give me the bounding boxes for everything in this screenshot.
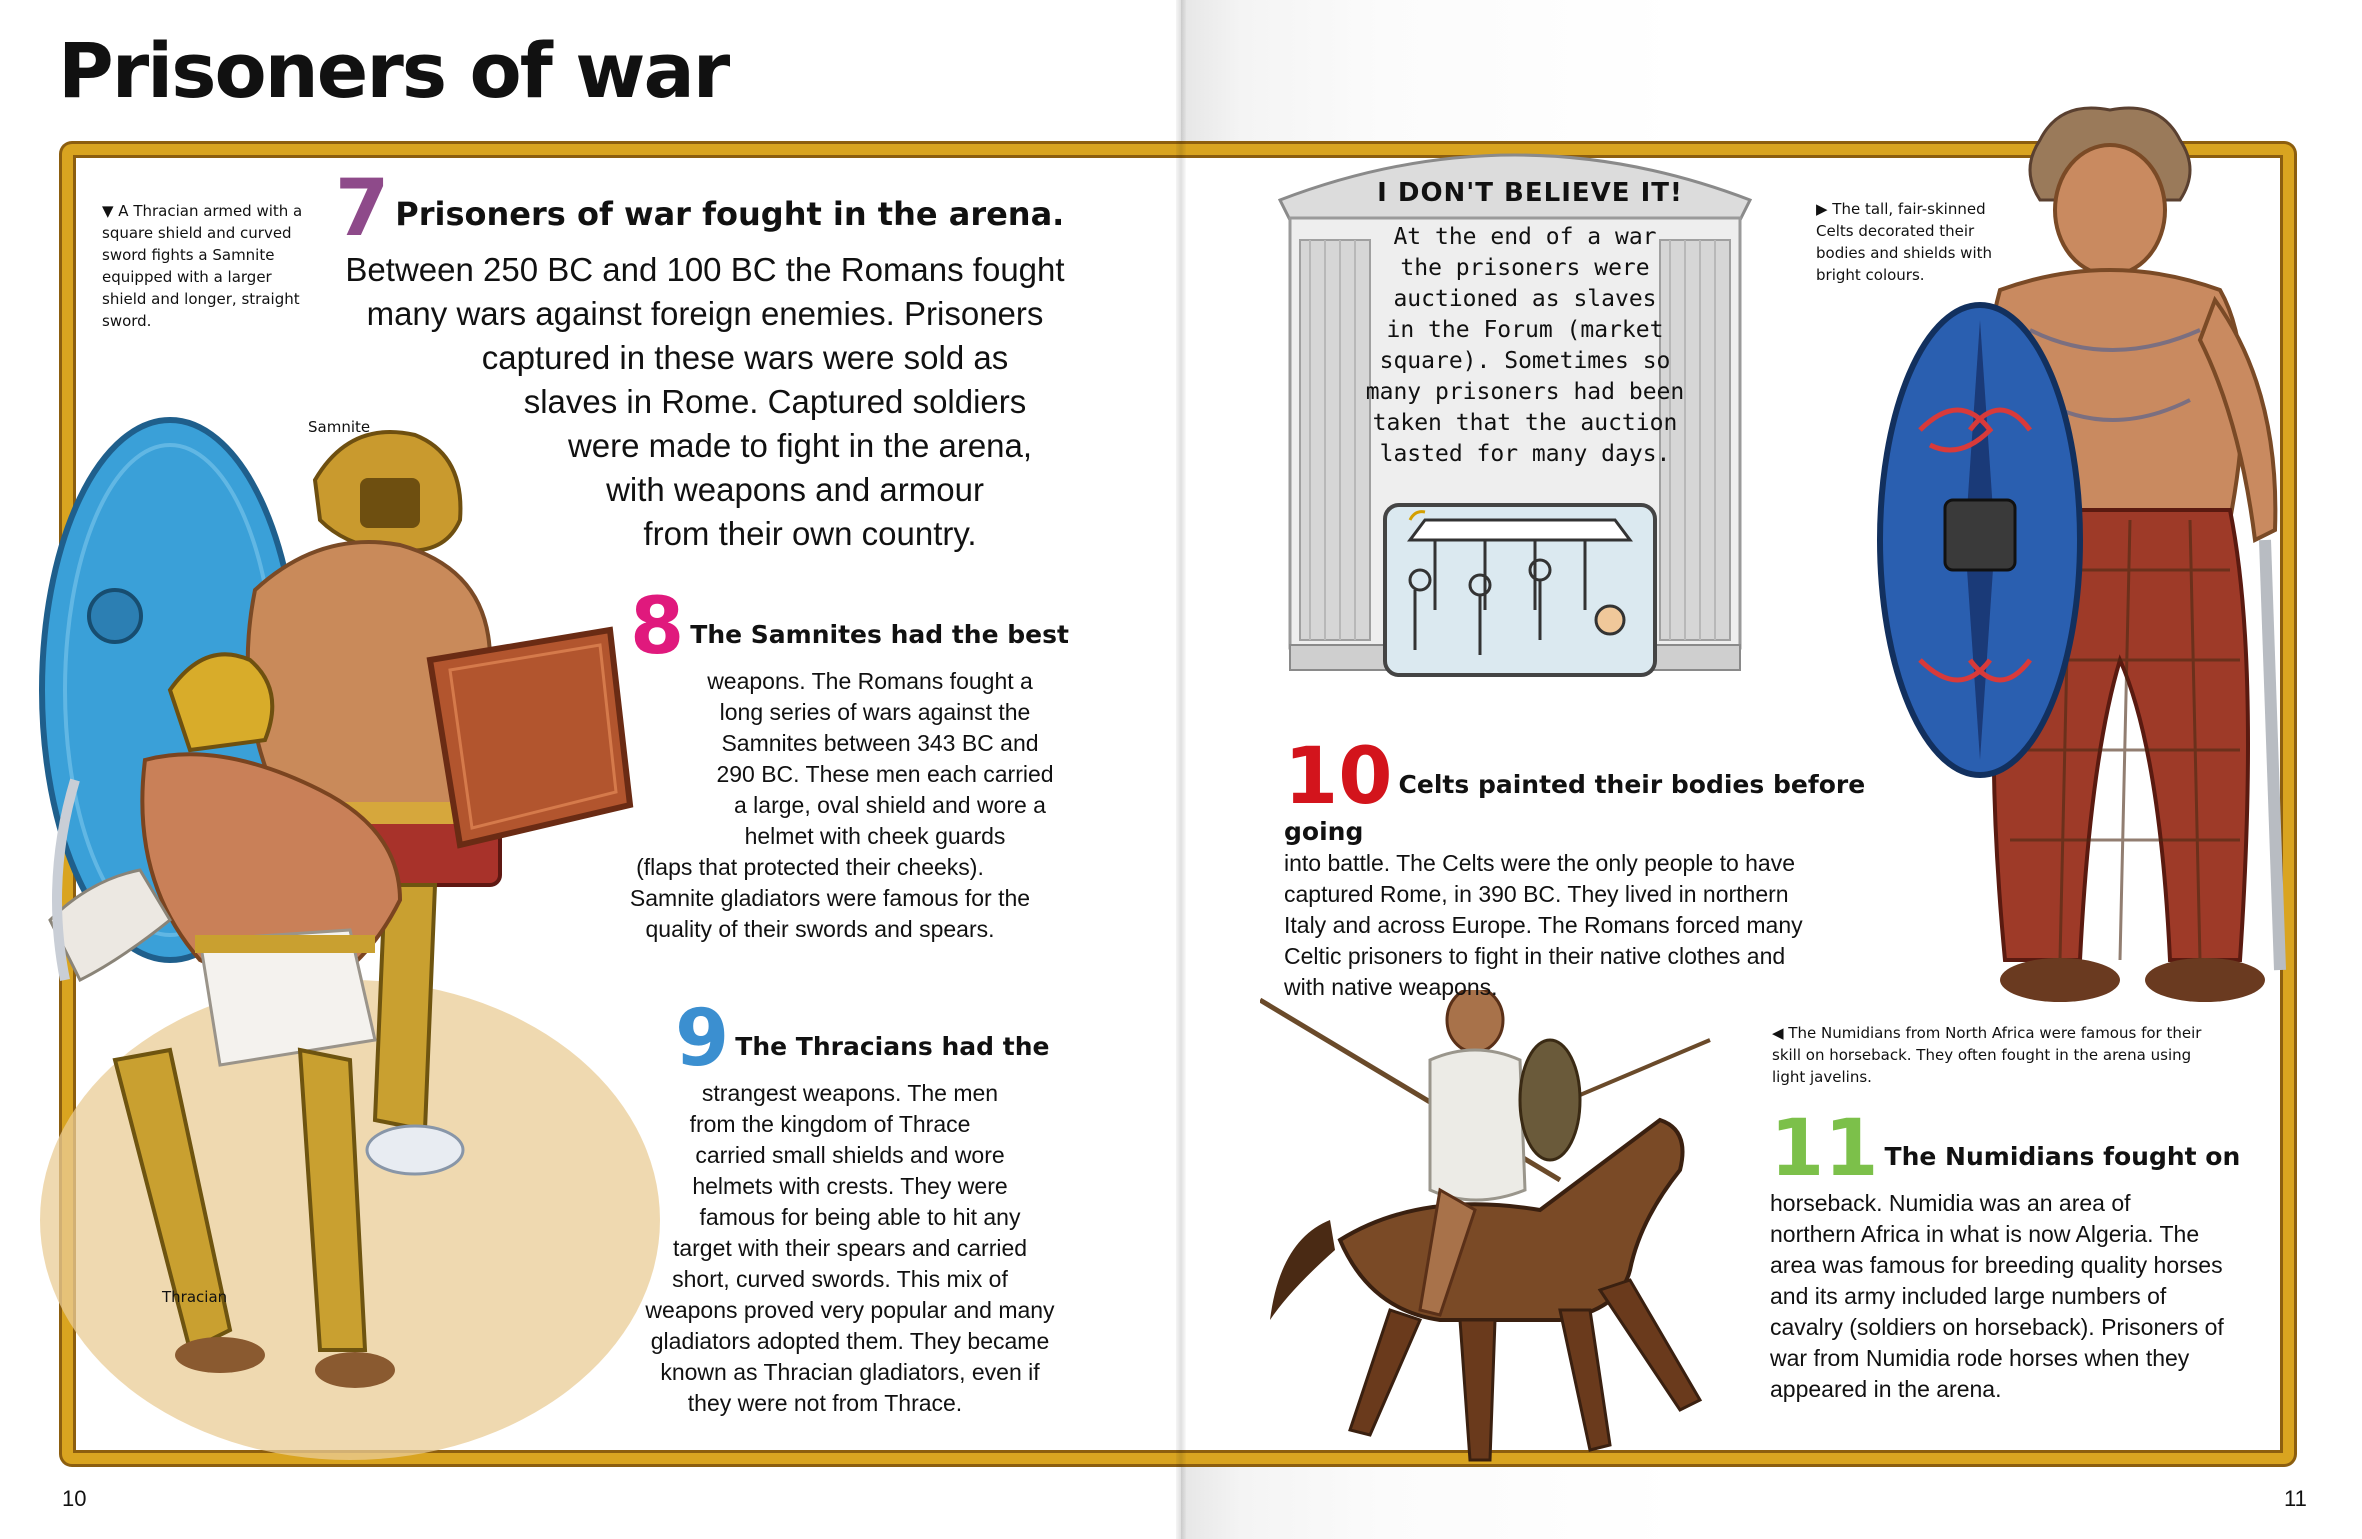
fact-line: known as Thracian gladiators, even if xyxy=(660,1359,1040,1385)
fact-11 xyxy=(1770,1104,2250,1405)
believe-line: square). Sometimes so xyxy=(1379,348,1671,374)
believe-line: At the end of a war xyxy=(1393,224,1657,250)
fact-line: slaves in Rome. Captured soldiers xyxy=(523,383,1027,420)
page-number-right: 11 xyxy=(2284,1486,2307,1511)
fact-lead: The Samnites had the best xyxy=(690,620,1069,649)
fact-line: with weapons and armour xyxy=(606,471,984,508)
fact-number: 11 xyxy=(1770,1104,1879,1194)
fact-number: 9 xyxy=(675,994,730,1084)
fact-line: (flaps that protected their cheeks). xyxy=(636,854,984,880)
fact-line: target with their spears and carried xyxy=(672,1235,1028,1261)
fact-line: strangest weapons. The men xyxy=(701,1080,999,1106)
fact-line: appeared in the arena. xyxy=(1770,1376,2002,1402)
fact-9 xyxy=(630,994,1070,1419)
page-number-left: 10 xyxy=(62,1486,87,1511)
fact-line: helmet with cheek guards xyxy=(744,823,1006,849)
fact-line: from the kingdom of Thrace xyxy=(689,1111,971,1137)
fact-line: area was famous for breeding quality horses xyxy=(1770,1252,2223,1278)
fact-line: quality of their swords and spears. xyxy=(645,916,995,942)
label-thracian: Thracian xyxy=(162,1288,228,1306)
celt-shield-icon xyxy=(1880,305,2080,775)
fact-line: northern Africa in what is now Algeria. The xyxy=(1770,1221,2200,1247)
fact-line: famous for being able to hit any xyxy=(699,1204,1021,1230)
fact-line: carried small shields and wore xyxy=(695,1142,1005,1168)
fact-line: and its army included large numbers of xyxy=(1770,1283,2167,1309)
fact-7 xyxy=(335,164,1075,556)
label-samnite: Samnite xyxy=(308,418,371,436)
fact-line: helmets with crests. They were xyxy=(692,1173,1008,1199)
fact-lead: Celts painted their bodies before going xyxy=(1284,770,1866,846)
fact-line: gladiators adopted them. They became xyxy=(650,1328,1050,1354)
fact-lead: The Numidians fought on xyxy=(1884,1142,2241,1171)
fact-line: Samnite gladiators were famous for the xyxy=(629,885,1031,911)
believe-line: taken that the auction xyxy=(1372,410,1678,436)
believe-line: auctioned as slaves xyxy=(1393,286,1657,312)
fact-line: captured Rome, in 390 BC. They lived in northern xyxy=(1284,881,1789,907)
fact-line: captured in these wars were sold as xyxy=(481,339,1009,376)
believe-box-text xyxy=(1360,222,1690,470)
fact-10 xyxy=(1284,732,1884,1003)
fact-line: from their own country. xyxy=(643,515,977,552)
fact-line: Italy and across Europe. The Romans forced many xyxy=(1284,912,1803,938)
book-spine xyxy=(1176,0,1186,1539)
fact-line: 290 BC. These men each carried xyxy=(716,761,1054,787)
fact-line: many wars against foreign enemies. Prisoners xyxy=(366,295,1044,332)
believe-line: lasted for many days. xyxy=(1379,441,1671,467)
believe-box-title: I DON'T BELIEVE IT! xyxy=(1377,178,1683,208)
fact-line: Samnites between 343 BC and xyxy=(721,730,1039,756)
fact-number: 7 xyxy=(335,164,390,254)
fact-line: were made to fight in the arena, xyxy=(567,427,1033,464)
caption-numidians: ◀ The Numidians from North Africa were famous for their skill on horseback. They often fought in the arena using light javelins. xyxy=(1772,1024,2202,1086)
believe-line: in the Forum (market xyxy=(1386,317,1664,343)
fact-line: weapons. The Romans fought a xyxy=(707,668,1033,694)
fact-line: weapons proved very popular and many xyxy=(645,1297,1055,1323)
fact-line: horseback. Numidia was an area of xyxy=(1770,1190,2131,1216)
fact-8 xyxy=(629,582,1070,945)
fact-line: with native weapons. xyxy=(1284,974,1498,1000)
caption-thracian-samnite: ▼ A Thracian armed with a square shield and curved sword fights a Samnite equipped with a larger shield and longer, straight sword. xyxy=(102,202,303,330)
fact-line: Celtic prisoners to fight in their native clothes and xyxy=(1284,943,1786,969)
fact-line: Between 250 BC and 100 BC the Romans fought xyxy=(345,251,1065,288)
fact-number: 10 xyxy=(1284,732,1393,822)
believe-line: many prisoners had been xyxy=(1365,379,1685,405)
fact-lead: Prisoners of war fought in the arena. xyxy=(395,195,1065,233)
page-title: Prisoners of war xyxy=(58,26,729,115)
fact-line: war from Numidia rode horses when they xyxy=(1770,1345,2190,1371)
believe-line: the prisoners were xyxy=(1400,255,1650,281)
fact-line: long series of wars against the xyxy=(719,699,1031,725)
caption-celts: ▶ The tall, fair-skinned Celts decorated their bodies and shields with bright colours. xyxy=(1816,200,1993,284)
numidian-horseman-illustration xyxy=(1260,990,1740,1470)
fact-line: they were not from Thrace. xyxy=(687,1390,963,1416)
fact-line: short, curved swords. This mix of xyxy=(672,1266,1008,1292)
fact-lead: The Thracians had the xyxy=(735,1032,1050,1061)
fact-line: cavalry (soldiers on horseback). Prisoners of xyxy=(1770,1314,2224,1340)
fact-line: into battle. The Celts were the only people to have xyxy=(1284,850,1796,876)
fact-line: a large, oval shield and wore a xyxy=(734,792,1046,818)
fact-number: 8 xyxy=(630,582,685,672)
